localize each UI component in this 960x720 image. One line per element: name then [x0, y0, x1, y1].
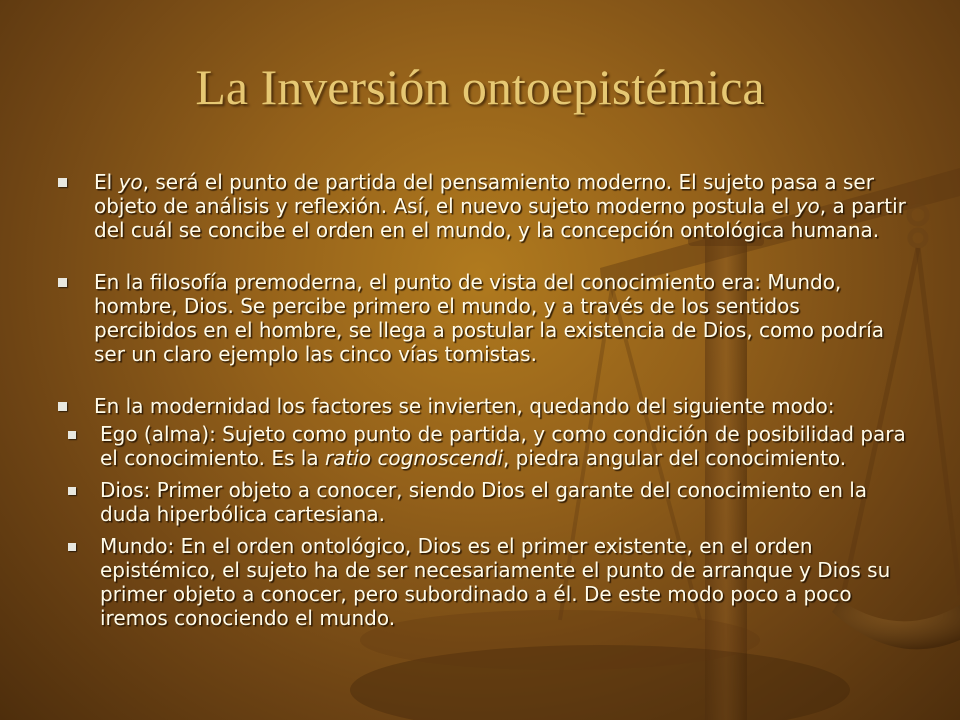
- square-bullet-icon: [68, 487, 76, 495]
- sub-bullet-item: [58, 422, 908, 470]
- square-bullet-icon: [58, 278, 67, 287]
- emphasis-text: yo: [795, 194, 820, 218]
- bullet-text: En la filosofía premoderna, el punto de vista del conocimiento era: Mundo, hombre, Dios. Se percibe primero el mundo, y a través de los sentidos percibidos en el hombre, se llega a postular la existencia de Dios, como podría ser un claro ejemplo las cinco vías tomistas.: [94, 270, 885, 366]
- bullet-item: [58, 170, 908, 242]
- emphasis-text: ratio cognoscendi: [324, 446, 503, 470]
- bullet-item: [58, 394, 908, 630]
- bullet-list: [58, 170, 908, 633]
- square-bullet-icon: [68, 431, 76, 439]
- square-bullet-icon: [58, 178, 67, 187]
- sub-bullet-text: , piedra angular del conocimiento.: [502, 446, 847, 470]
- slide-title: La Inversión ontoepistémica: [195, 59, 765, 115]
- bullet-text: , será el punto de partida del pensamiento moderno. El sujeto pasa a ser objeto de análisis y reflexión. Así, el nuevo sujeto moderno postula el: [94, 170, 874, 218]
- sub-bullet-list: [58, 422, 908, 630]
- square-bullet-icon: [58, 402, 67, 411]
- bullet-text: , a partir del cuál se concibe el orden en el mundo, y la concepción ontológica humana.: [94, 194, 906, 242]
- bullet-text: El: [94, 170, 119, 194]
- bullet-item: [58, 270, 908, 366]
- sub-bullet-text: Mundo: En el orden ontológico, Dios es el primer existente, en el orden epistémico, el sujeto ha de ser necesariamente el punto de arranque y Dios su primer objeto a conocer, pero subordinado a él. De este modo poco a poco iremos conociendo el mundo.: [100, 534, 891, 630]
- sub-bullet-text: Dios: Primer objeto a conocer, siendo Dios el garante del conocimiento en la duda hiperbólica cartesiana.: [100, 478, 868, 526]
- bullet-text: En la modernidad los factores se invierten, quedando del siguiente modo:: [94, 394, 835, 418]
- sub-bullet-item: [58, 478, 908, 526]
- sub-bullet-text: Ego (alma): Sujeto como punto de partida, y como condición de posibilidad para el conocimiento. Es la: [100, 422, 906, 470]
- square-bullet-icon: [68, 543, 76, 551]
- emphasis-text: yo: [118, 170, 143, 194]
- sub-bullet-item: [58, 534, 908, 630]
